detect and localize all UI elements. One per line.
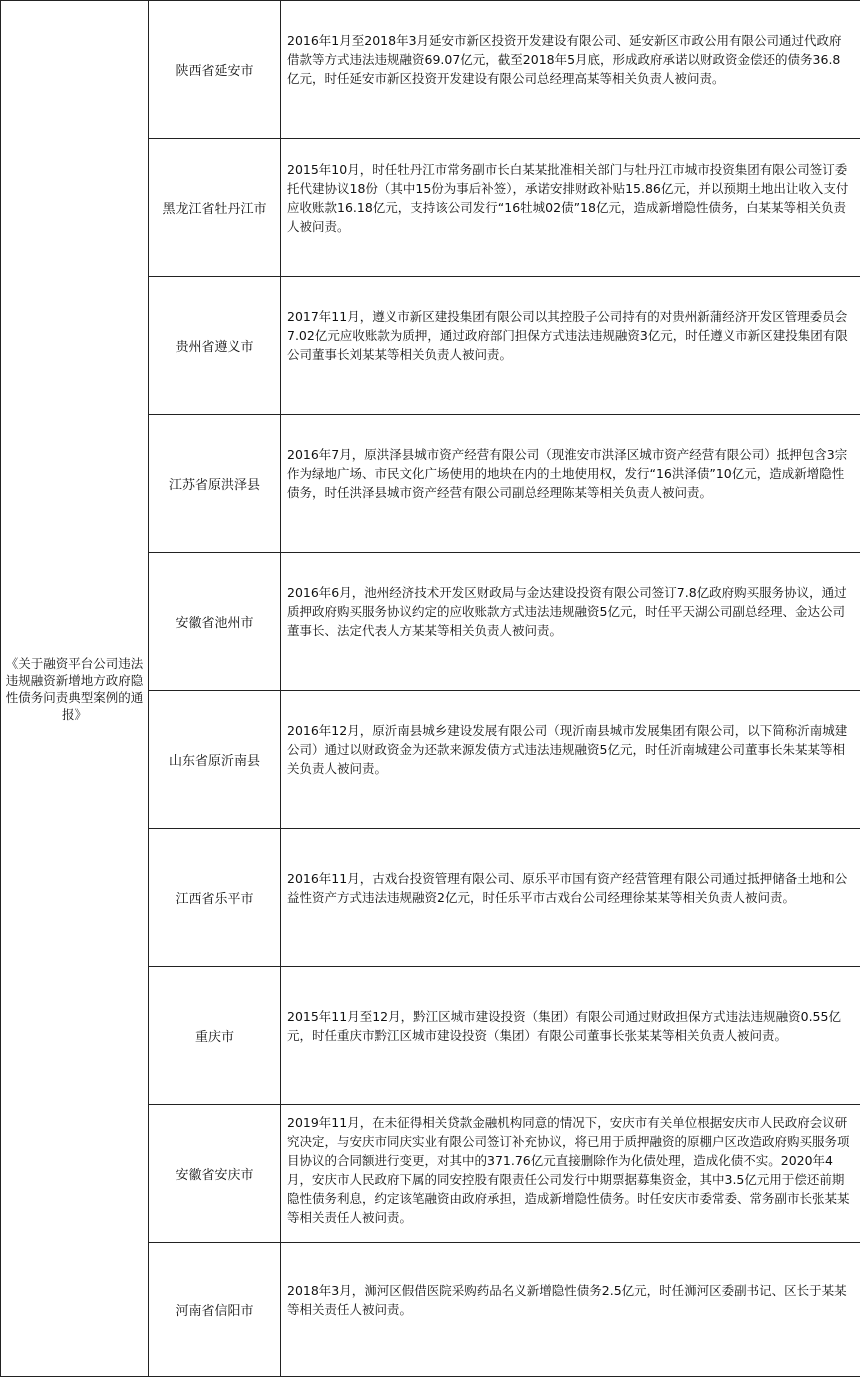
region-cell: [149, 829, 281, 967]
region-cell: [149, 1243, 281, 1377]
case-description-cell: [281, 829, 860, 967]
region-name: 安徽省池州市: [175, 616, 253, 631]
region-name: 贵州省遵义市: [175, 340, 253, 355]
region-cell: [149, 1105, 281, 1243]
case-description-cell: [281, 691, 860, 829]
case-description: 2015年11月至12月，黔江区城市建设投资（集团）有限公司通过财政担保方式违法违规融资0.55亿元，时任重庆市黔江区城市建设投资（集团）有限公司董事长张某某等相关负责人被问责。: [287, 1007, 852, 1065]
case-description-cell: [281, 415, 860, 553]
region-name: 陕西省延安市: [175, 64, 253, 79]
case-description-cell: [281, 1, 860, 139]
region-cell: [149, 967, 281, 1105]
region-cell: [149, 691, 281, 829]
case-description-cell: [281, 967, 860, 1105]
region-name: 黑龙江省牡丹江市: [162, 202, 266, 217]
region-cell: [149, 1, 281, 139]
case-description-cell: [281, 1243, 860, 1377]
case-description: 2017年11月，遵义市新区建投集团有限公司以其控股子公司持有的对贵州新蒲经济开发区管理委员会7.02亿元应收账款为质押，通过政府部门担保方式违法违规融资3亿元，时任遵义市新区建投集团有限公司董事长刘某某等相关负责人被问责。: [287, 307, 852, 384]
case-description: 2016年7月，原洪泽县城市资产经营有限公司（现淮安市洪泽区城市资产经营有限公司）抵押包含3宗作为绿地广场、市民文化广场使用的地块在内的土地使用权，发行“16洪泽债”10亿元，造成新增隐性债务，时任洪泽县城市资产经营有限公司副总经理陈某等相关负责人被问责。: [287, 445, 852, 522]
region-name: 江西省乐平市: [175, 892, 253, 907]
case-description: 2016年12月，原沂南县城乡建设发展有限公司（现沂南县城市发展集团有限公司，以下简称沂南城建公司）通过以财政资金为还款来源发债方式违法违规融资5亿元，时任沂南城建公司董事长朱某某等相关负责人被问责。: [287, 721, 852, 798]
table-row: [1, 1, 860, 139]
case-description-cell: [281, 553, 860, 691]
case-description-cell: [281, 277, 860, 415]
case-description-cell: [281, 139, 860, 277]
region-name: 山东省原沂南县: [169, 754, 260, 769]
case-description: 2016年11月，古戏台投资管理有限公司、原乐平市国有资产经营管理有限公司通过抵押储备土地和公益性资产方式违法违规融资2亿元，时任乐平市古戏台公司经理徐某某等相关负责人被问责。: [287, 869, 852, 927]
region-cell: [149, 415, 281, 553]
case-description: 2019年11月，在未征得相关贷款金融机构同意的情况下，安庆市有关单位根据安庆市人民政府会议研究决定，与安庆市同庆实业有限公司签订补充协议，将已用于质押融资的原棚户区改造政府购买服务项目协议的合同额进行变更，对其中的371.76亿元直接删除作为化债处理，造成化债不实。2020年4月，安庆市人民政府下属的同安控股有限责任公司发行中期票据募集资金，其中3.5亿元用于偿还前期隐性债务利息，约定该笔融资由政府承担，造成新增隐性债务。时任安庆市委常委、常务副市长张某某等相关责任人被问责。: [287, 1113, 852, 1235]
case-description: 2016年1月至2018年3月延安市新区投资开发建设有限公司、延安新区市政公用有限公司通过代政府借款等方式违法违规融资69.07亿元，截至2018年5月底，形成政府承诺以财政资金偿还的债务36.8亿元，时任延安市新区投资开发建设有限公司总经理高某等相关负责人被问责。: [287, 31, 852, 108]
region-cell: [149, 139, 281, 277]
document-title: 《关于融资平台公司违法违规融资新增地方政府隐性债务问责典型案例的通报》: [6, 656, 144, 722]
case-description: 2016年6月，池州经济技术开发区财政局与金达建设投资有限公司签订7.8亿政府购买服务协议，通过质押政府购买服务协议约定的应收账款方式违法违规融资5亿元，时任平天湖公司副总经理、金达公司董事长、法定代表人方某某等相关负责人被问责。: [287, 583, 852, 660]
region-name: 安徽省安庆市: [175, 1168, 253, 1183]
case-description-cell: [281, 1105, 860, 1243]
region-cell: [149, 277, 281, 415]
region-name: 河南省信阳市: [175, 1304, 253, 1319]
region-name: 江苏省原洪泽县: [169, 478, 260, 493]
case-description: 2015年10月，时任牡丹江市常务副市长白某某批准相关部门与牡丹江市城市投资集团有限公司签订委托代建协议18份（其中15份为事后补签），承诺安排财政补贴15.86亿元，并以预期土地出让收入支付应收账款16.18亿元，支持该公司发行“16牡城02债”18亿元，造成新增隐性债务，白某某等相关负责人被问责。: [287, 160, 852, 256]
region-cell: [149, 553, 281, 691]
case-description: 2018年3月，浉河区假借医院采购药品名义新增隐性债务2.5亿元，时任浉河区委副书记、区长于某某等相关责任人被问责。: [287, 1281, 852, 1339]
region-name: 重庆市: [195, 1030, 234, 1045]
document-title-cell: [1, 1, 149, 1377]
